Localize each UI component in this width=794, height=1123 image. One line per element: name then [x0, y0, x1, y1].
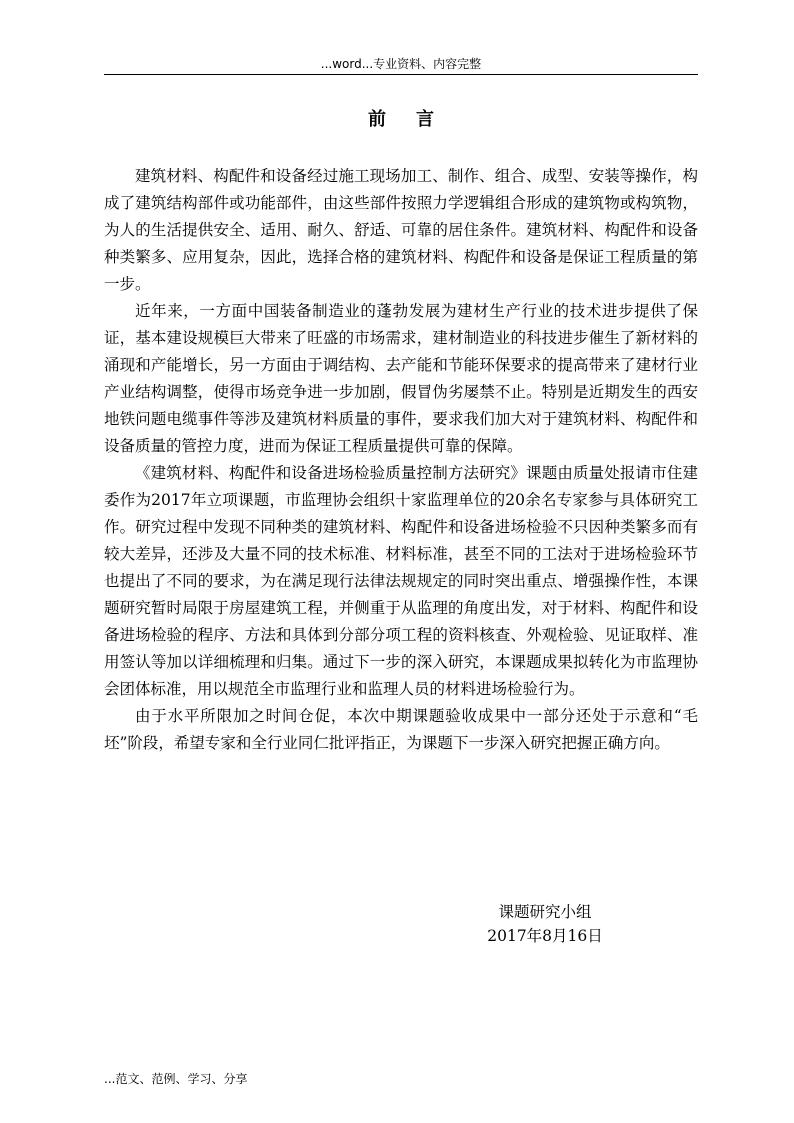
paragraph-2: 近年来，一方面中国装备制造业的蓬勃发展为建材生产行业的技术进步提供了保证，基本建设规模巨大带来了旺盛的市场需求，建材制造业的科技进步催生了新材料的涌现和产能增长，另一方面由于调结构、去产能和节能环保要求的提高带来了建材行业产业结构调整，使得市场竞争进一步加剧，假冒伪劣屡禁不止。特别是近期发生的西安地铁问题电缆事件等涉及建筑材料质量的事件，要求我们加大对于建筑材料、构配件和设备质量的管控力度，进而为保证工程质量提供可靠的保障。 [104, 302, 698, 455]
page-title: 前言 [368, 109, 464, 130]
signature-block [480, 900, 610, 948]
paragraph-4: 由于水平所限加之时间仓促，本次中期课题验收成果中一部分还处于示意和“毛坯”阶段，希望专家和全行业同仁批评指正，为课题下一步深入研究把握正确方向。 [104, 707, 698, 752]
page-footer: ...范文、范例、学习、分享 [104, 1072, 248, 1086]
header-divider [104, 74, 698, 75]
signature-group: 课题研究小组 [498, 903, 592, 921]
paragraph-3: 《建筑材料、构配件和设备进场检验质量控制方法研究》课题由质量处报请市住建委作为2017年立项课题，市监理协会组织十家监理单位的20余名专家参与具体研究工作。研究过程中发现不同种类的建筑材料、构配件和设备进场检验不只因种类繁多而有较大差异，还涉及大量不同的技术标准、材料标准，甚至不同的工法对于进场检验环节也提出了不同的要求，为在满足现行法律法规规定的同时突出重点、增强操作性，本课题研究暂时局限于房屋建筑工程，并侧重于从监理的角度出发，对于材料、构配件和设备进场检验的程序、方法和具体到分部分项工程的资料核查、外观检验、见证取样、准用签认等加以详细梳理和归集。通过下一步的深入研究，本课题成果拟转化为市监理协会团体标准，用以规范全市监理行业和监理人员的材料进场检验行为。 [104, 464, 698, 698]
paragraph-1: 建筑材料、构配件和设备经过施工现场加工、制作、组合、成型、安装等操作，构成了建筑结构部件或功能部件，由这些部件按照力学逻辑组合形成的建筑物或构筑物，为人的生活提供安全、适用、耐久、舒适、可靠的居住条件。建筑材料、构配件和设备种类繁多、应用复杂，因此，选择合格的建筑材料、构配件和设备是保证工程质量的第一步。 [104, 167, 698, 293]
signature-date: 2017年8月16日 [487, 927, 603, 945]
page-header: ...word...专业资料、内容完整 [320, 57, 482, 71]
preface-body [104, 163, 698, 757]
